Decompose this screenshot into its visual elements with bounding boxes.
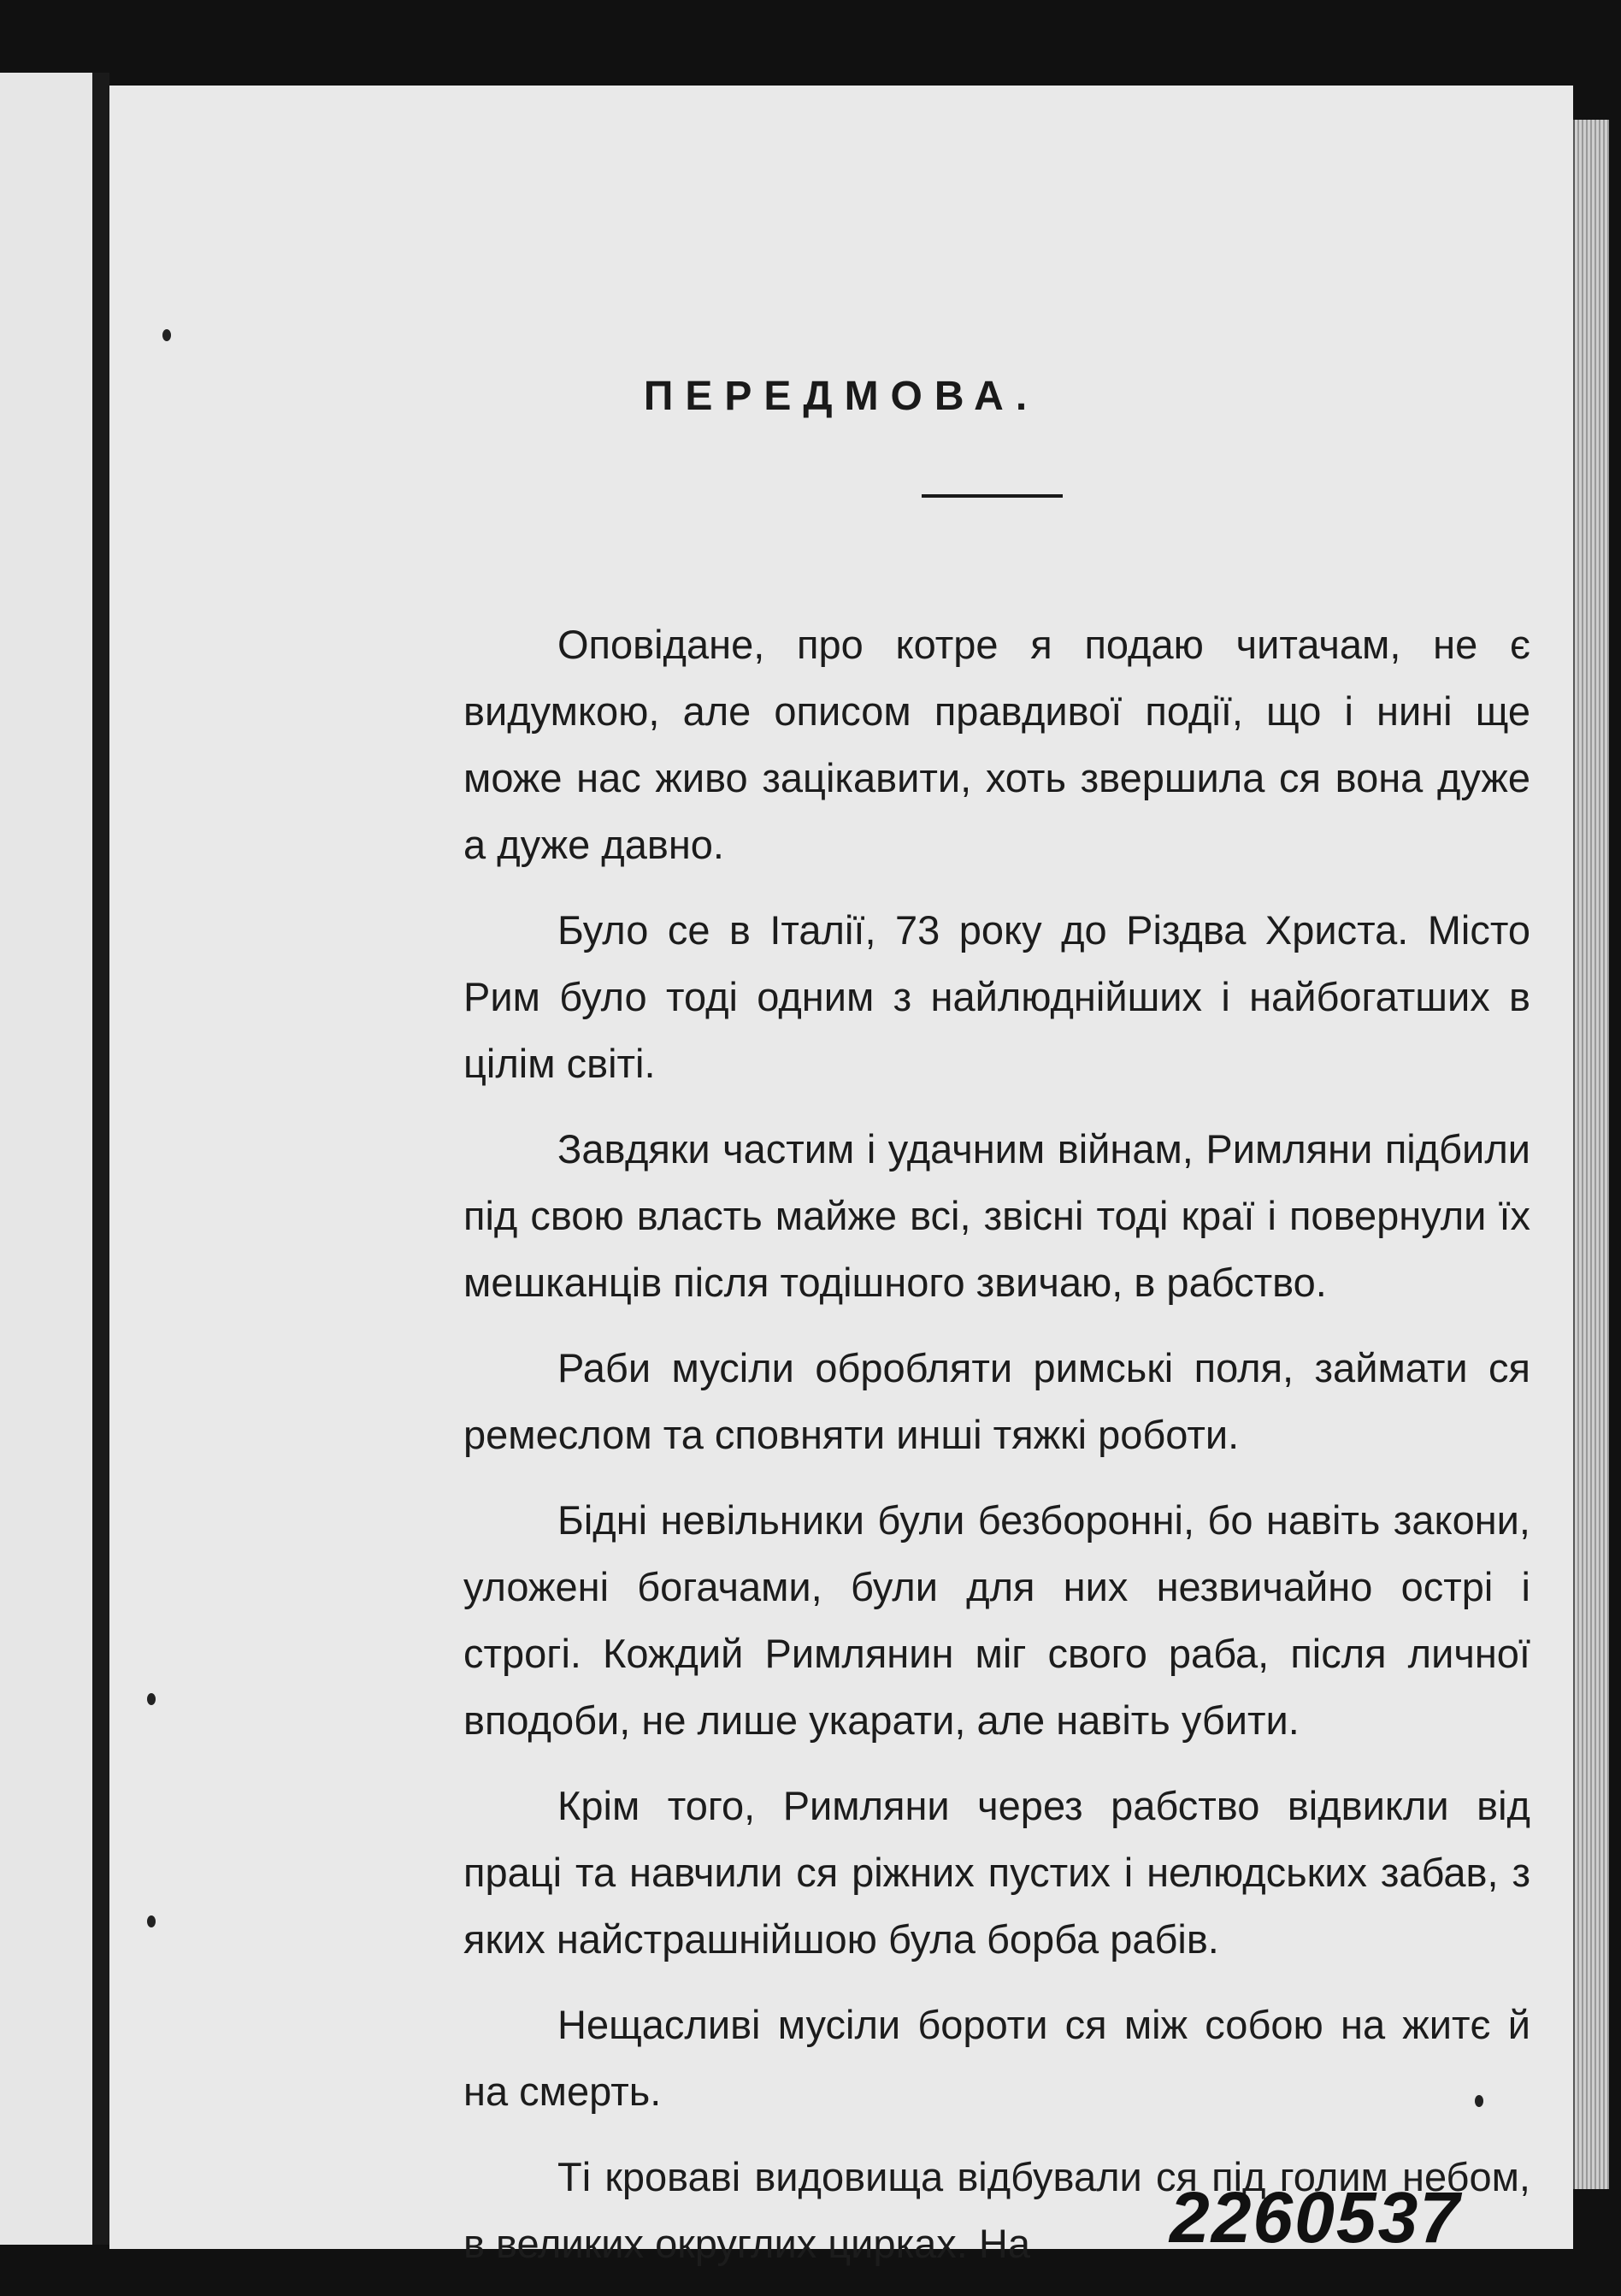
paragraph: Завдяки частим і удачним війнам, Римляни підбили під свою власть майже всі, звісні тоді краї і повернули їх мешканців після тодішного звичаю, в рабство.: [463, 1126, 1530, 1305]
book-gutter: [92, 73, 109, 2245]
book-page: [109, 86, 1573, 2266]
title-underline: [922, 494, 1063, 498]
speck-mark: [147, 1693, 156, 1705]
page-stack-edge: [1573, 120, 1609, 2189]
paragraph: Було се в Італії, 73 року до Різдва Христа. Місто Рим було тоді одним з найлюднійших і найбогатших в цілім світі.: [463, 907, 1530, 1086]
paragraph: Нещасливі мусіли бороти ся між собою на житє й на смерть.: [463, 2002, 1530, 2114]
speck-mark: [147, 1915, 156, 1927]
page-title: ПЕРЕДМОВА.: [643, 374, 1040, 419]
paragraph: Оповідане, про котре я подаю читачам, не є видумкою, але описом правдивої події, що і нині ще може нас живо зацікавити, хоть звершила ся вона дуже а дуже давно.: [463, 622, 1530, 867]
body-text: [463, 611, 1530, 2296]
speck-mark: [162, 329, 171, 341]
paragraph: Ті кроваві видовища відбували ся під голим небом, в великих округлих цирках. На: [463, 2154, 1530, 2266]
paragraph: Бідні невільники були безборонні, бо навіть закони, уложені богачами, були для них незвичайно острі і строгі. Кождий Римлянин міг свого раба, після личної вподоби, не лише укарати, але навіть убити.: [463, 1497, 1530, 1743]
left-page-edge: [0, 73, 105, 2245]
archive-stamp-number: 2260537: [1170, 2177, 1462, 2258]
paragraph: Раби мусіли обробляти римські поля, займати ся ремеслом та сповняти инші тяжкі роботи.: [463, 1345, 1530, 1457]
paragraph: Крім того, Римляни через рабство відвикли від праці та навчили ся ріжних пустих і нелюдських забав, з яких найстрашнійшою була борба рабів.: [463, 1783, 1530, 1962]
speck-mark: [1475, 2095, 1483, 2107]
